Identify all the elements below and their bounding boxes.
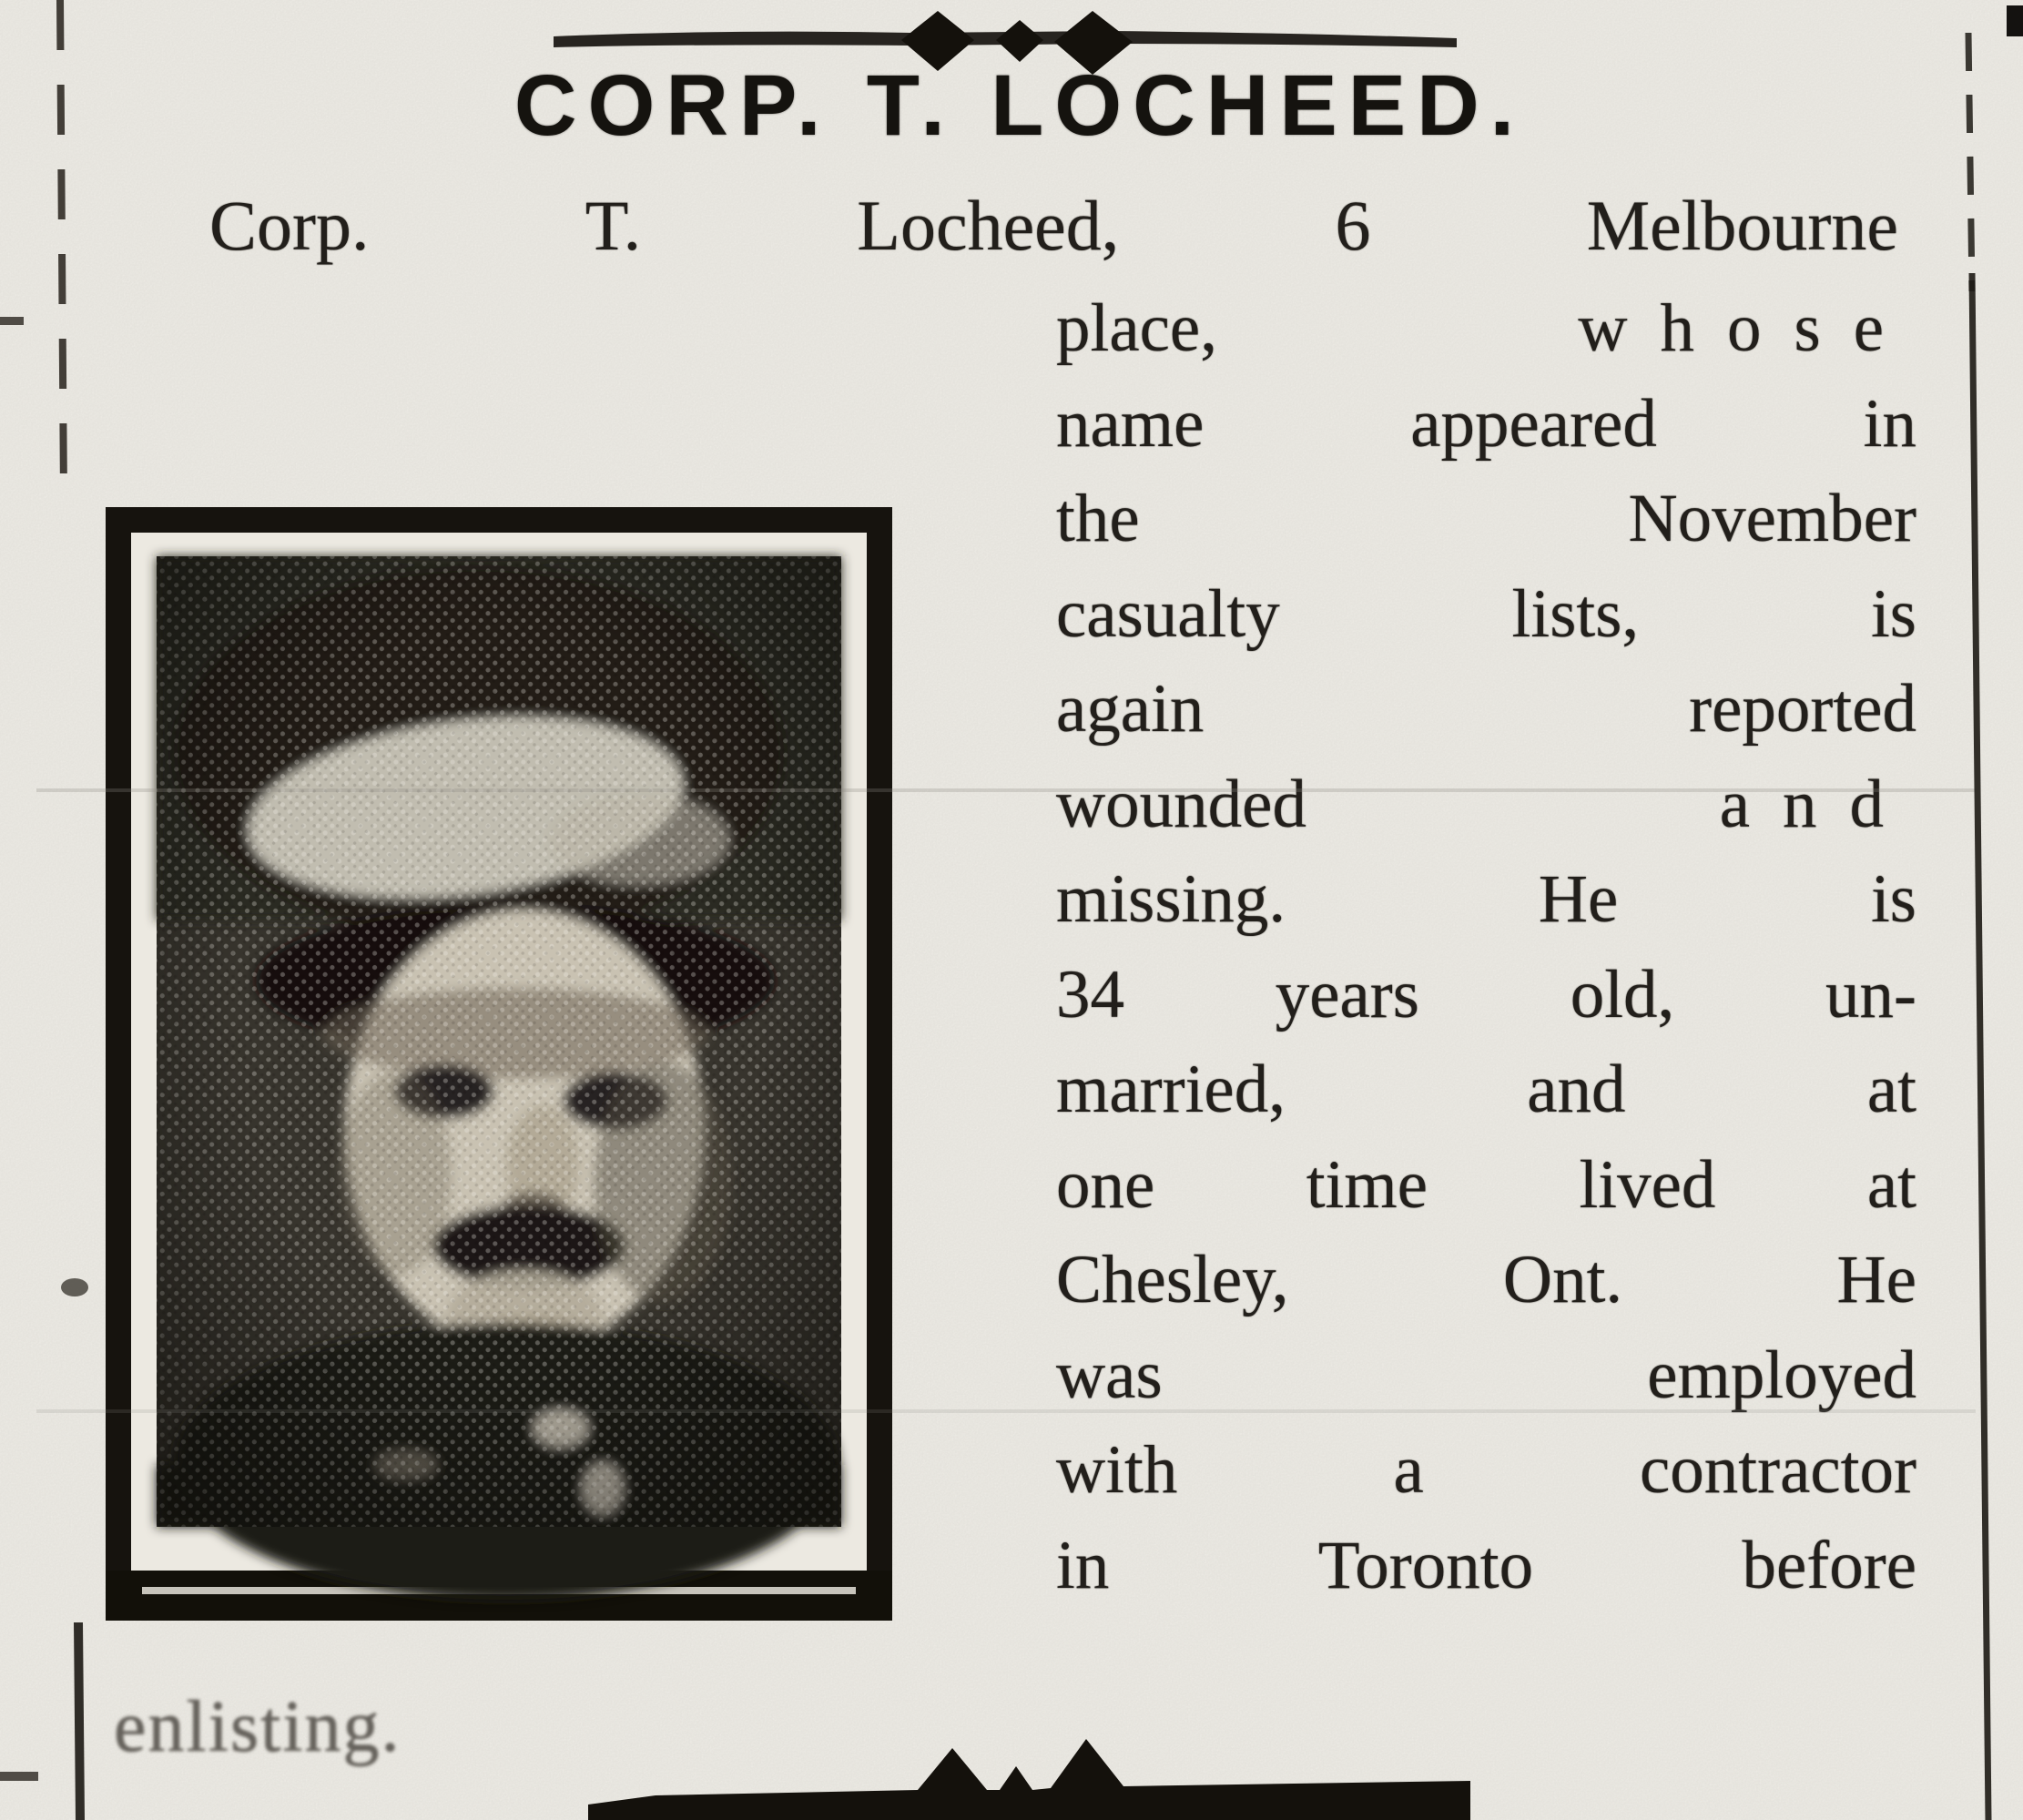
word: was <box>1056 1337 1163 1413</box>
word: before <box>1742 1527 1916 1603</box>
word: missing. <box>1056 861 1286 937</box>
word: appeared <box>1410 385 1657 462</box>
word: at <box>1866 1052 1916 1127</box>
word: Toronto <box>1317 1527 1534 1603</box>
word: married, <box>1056 1052 1286 1127</box>
right-column-rule <box>1972 273 1988 1820</box>
article-closing-line: enlisting. <box>114 1687 402 1767</box>
word: with <box>1056 1432 1178 1508</box>
word: He <box>1836 1242 1916 1317</box>
intro-word: Locheed, <box>857 186 1120 265</box>
word: in <box>1863 385 1916 462</box>
left-margin-tick <box>0 1772 38 1781</box>
word: November <box>1628 481 1916 556</box>
word: name <box>1056 385 1205 462</box>
word: is <box>1870 575 1916 652</box>
ink-speck <box>61 1278 88 1296</box>
left-margin-tick <box>0 317 24 325</box>
word: employed <box>1647 1337 1916 1413</box>
word: un- <box>1825 956 1916 1032</box>
intro-word: Melbourne <box>1586 186 1898 265</box>
article-headline: CORP. T. LOCHEED. <box>513 57 1526 154</box>
corner-ink-mark <box>2007 5 2023 36</box>
word: reported <box>1689 671 1916 747</box>
word: whose <box>1578 290 1916 366</box>
word: old, <box>1570 956 1675 1032</box>
word: years <box>1275 956 1419 1032</box>
word: in <box>1056 1527 1110 1603</box>
word: Ont. <box>1502 1242 1623 1317</box>
word: lived <box>1579 1146 1716 1223</box>
word: wounded <box>1056 766 1306 842</box>
word: and <box>1527 1052 1626 1127</box>
word: contractor <box>1639 1432 1916 1508</box>
word: casualty <box>1056 575 1280 652</box>
intro-word: 6 <box>1335 186 1371 265</box>
left-column-rule-bottom <box>78 1622 80 1820</box>
word: and <box>1719 766 1916 842</box>
word: place, <box>1056 290 1217 366</box>
bottom-decorative-rule <box>588 1739 1470 1820</box>
word: Chesley, <box>1056 1242 1289 1317</box>
word: the <box>1056 481 1140 556</box>
left-column-rule-dashed <box>60 0 64 496</box>
right-column-rule-top <box>1968 33 1972 291</box>
word: again <box>1056 671 1205 747</box>
intro-word: T. <box>585 186 642 265</box>
word: a <box>1393 1432 1424 1508</box>
word: He <box>1538 861 1619 937</box>
word: 34 <box>1056 956 1124 1032</box>
word: is <box>1870 861 1916 937</box>
word: at <box>1866 1146 1916 1223</box>
word: lists, <box>1511 575 1640 652</box>
word: one <box>1056 1146 1155 1223</box>
intro-word: Corp. <box>209 186 370 265</box>
word: time <box>1306 1146 1428 1223</box>
